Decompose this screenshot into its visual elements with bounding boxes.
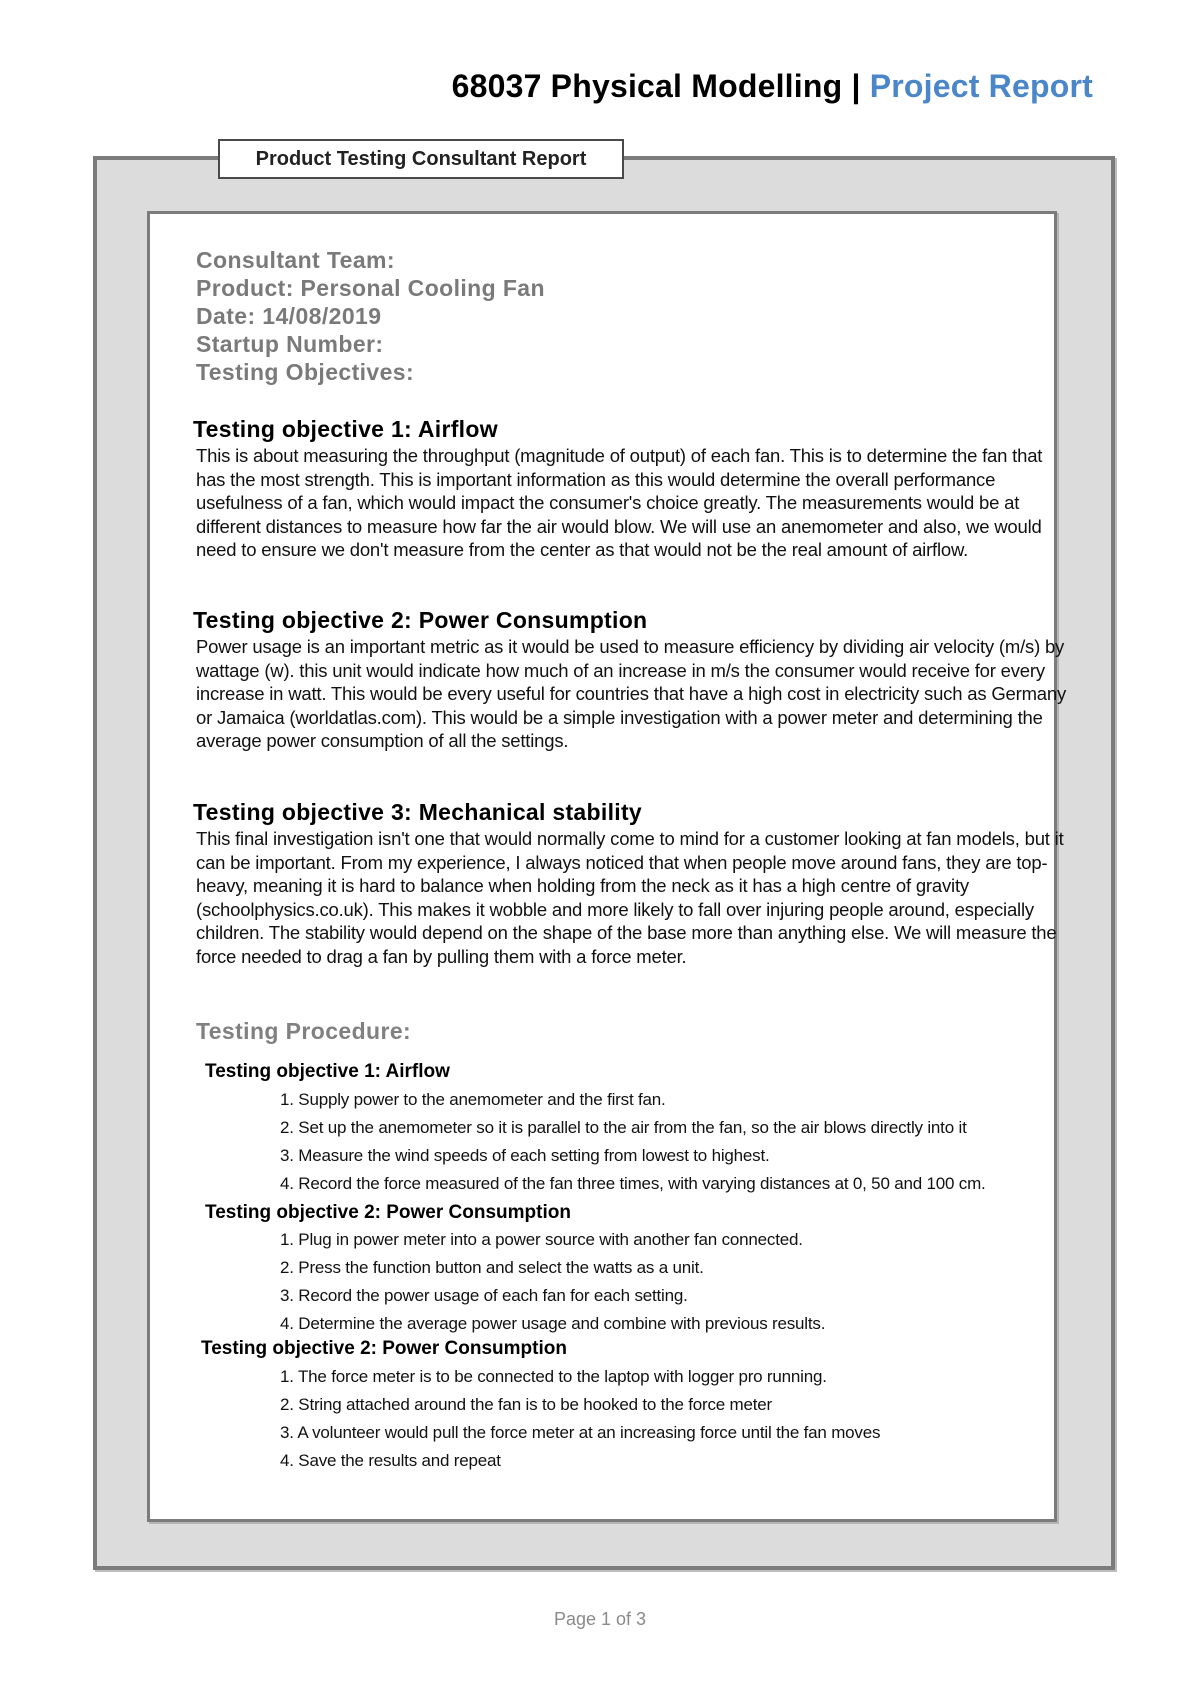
procedure-step: 4. Save the results and repeat [280, 1451, 501, 1470]
procedure-2-heading: Testing objective 2: Power Consumption [205, 1202, 571, 1223]
procedure-1-heading: Testing objective 1: Airflow [205, 1061, 450, 1082]
procedure-step: 1. Supply power to the anemometer and the first fan. [280, 1090, 666, 1109]
report-title: Project Report [869, 68, 1093, 104]
procedure-2-steps [280, 1226, 825, 1338]
procedure-3-steps [280, 1363, 880, 1475]
objective-1-body: This is about measuring the throughput (magnitude of output) of each fan. This is to determine the fan that has the most strength. This is important information as this would determine the overall performance usefulness of a fan, which would impact the consumer's choice greatly. The measurements would be at different distances to measure how far the air would blow. We will use an anemometer and also, we would need to ensure we don't measure from the center as that would not be the real amount of airflow. [196, 445, 1043, 560]
meta-date: Date: 14/08/2019 [196, 303, 382, 329]
meta-consultant-team: Consultant Team: [196, 247, 395, 273]
procedure-step: 3. Measure the wind speeds of each setting from lowest to highest. [280, 1146, 770, 1165]
course-title: 68037 Physical Modelling [451, 68, 843, 104]
procedure-step: 4. Record the force measured of the fan three times, with varying distances at 0, 50 and 100 cm. [280, 1174, 986, 1193]
page-number-footer: Page 1 of 3 [553, 1609, 647, 1629]
objective-2-body: Power usage is an important metric as it would be used to measure efficiency by dividing air velocity (m/s) by wattage (w). this unit would indicate how much of an increase in m/s the consumer would receive for every increase in watt. This would be every useful for countries that have a high cost in electricity such as Germany or Jamaica (worldatlas.com). This would be a simple investigation with a power meter and determining the average power consumption of all the settings. [196, 636, 1067, 751]
objective-3-body: This final investigation isn't one that would normally come to mind for a customer looking at fan models, but it can be important. From my experience, I always noticed that when people move around fans, they are top-heavy, meaning it is hard to balance when holding from the neck as it has a high centre of gravity (schoolphysics.co.uk). This makes it wobble and more likely to fall over injuring people around, especially children. The stability would depend on the shape of the base more than anything else. We will measure the force needed to drag a fan by pulling them with a force meter. [196, 828, 1064, 967]
procedure-step: 4. Determine the average power usage and combine with previous results. [280, 1314, 826, 1333]
procedure-1-steps [280, 1086, 986, 1198]
objective-1-heading: Testing objective 1: Airflow [193, 416, 498, 442]
procedure-step: 1. Plug in power meter into a power source with another fan connected. [280, 1230, 803, 1249]
procedure-step: 2. Press the function button and select the watts as a unit. [280, 1258, 704, 1277]
procedure-step: 1. The force meter is to be connected to the laptop with logger pro running. [280, 1367, 827, 1386]
procedure-step: 3. A volunteer would pull the force meter at an increasing force until the fan moves [280, 1423, 881, 1442]
meta-product: Product: Personal Cooling Fan [196, 275, 545, 301]
procedure-step: 2. Set up the anemometer so it is parallel to the air from the fan, so the air blows directly into it [280, 1118, 967, 1137]
testing-procedure-title: Testing Procedure: [196, 1018, 412, 1044]
procedure-3-heading: Testing objective 2: Power Consumption [201, 1338, 567, 1359]
objective-3-heading: Testing objective 3: Mechanical stability [193, 799, 642, 825]
report-frame-tab: Product Testing Consultant Report [218, 139, 624, 179]
objective-2-heading: Testing objective 2: Power Consumption [193, 607, 648, 633]
meta-startup-number: Startup Number: [196, 331, 384, 357]
report-meta [196, 246, 545, 386]
page-header-title [452, 68, 1093, 105]
procedure-step: 3. Record the power usage of each fan for each setting. [280, 1286, 688, 1305]
meta-testing-objectives: Testing Objectives: [196, 359, 415, 385]
header-separator: | [851, 68, 861, 104]
procedure-step: 2. String attached around the fan is to be hooked to the force meter [280, 1395, 773, 1414]
